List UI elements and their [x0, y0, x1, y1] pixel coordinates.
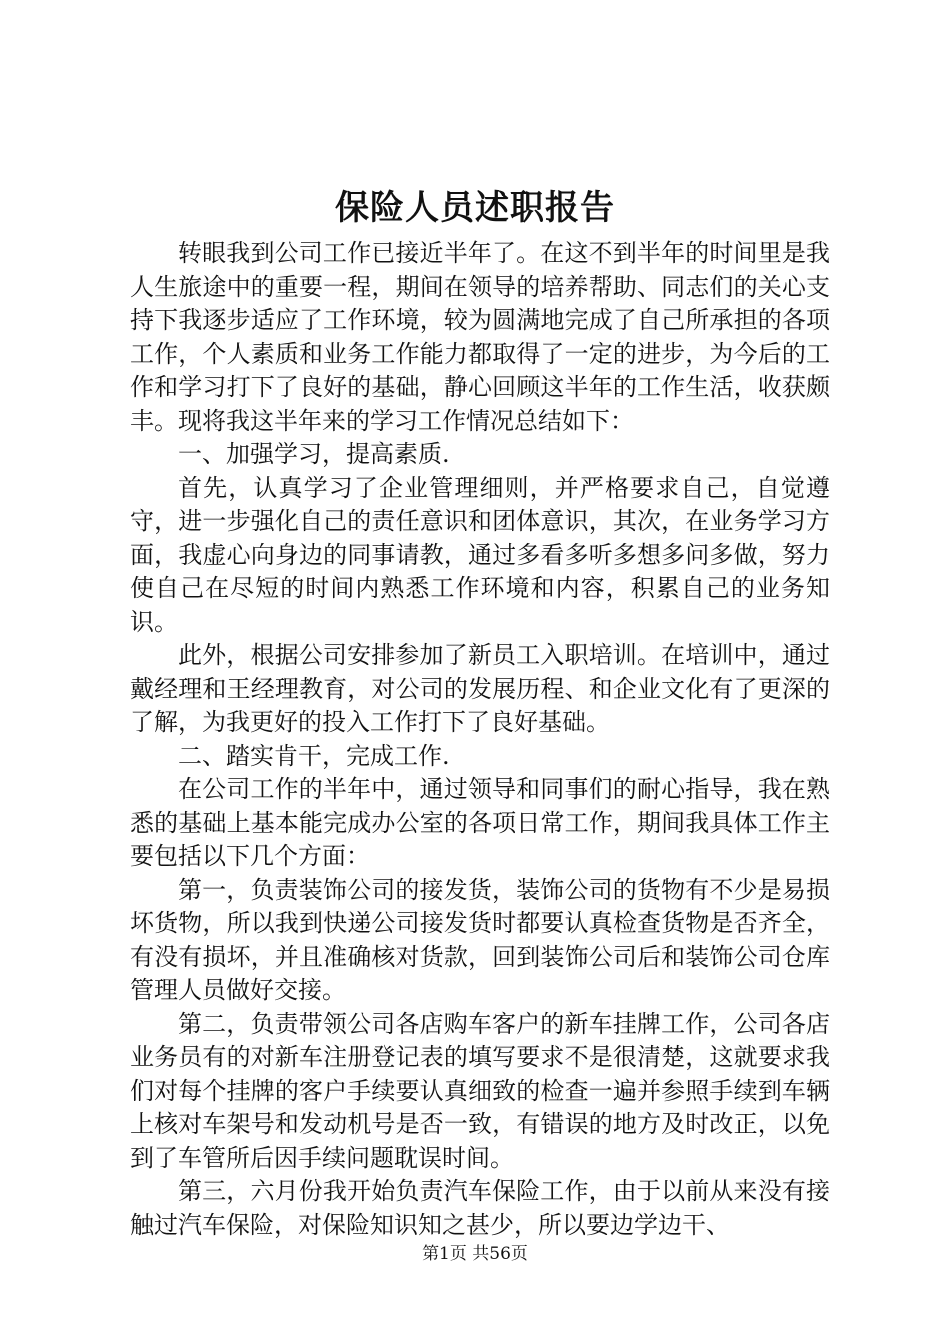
section-heading: 一、加强学习，提高素质. — [178, 440, 450, 468]
paragraph: 转眼我到公司工作已接近半年了。在这不到半年的时间里是我人生旅途中的重要一程，期间在领导的培养帮助、同志们的关心支持下我逐步适应了工作环境，较为圆满地完成了自己所承担的各项工作，个人素质和业务工作能力都取得了一定的进步，为今后的工作和学习打下了良好的基础，静心回顾这半年的工作生活，收获颇丰。现将我这半年来的学习工作情况总结如下： — [130, 239, 830, 435]
paragraph: 在公司工作的半年中，通过领导和同事们的耐心指导，我在熟悉的基础上基本能完成办公室的各项日常工作，期间我具体工作主要包括以下几个方面： — [130, 775, 830, 870]
document-title: 保险人员述职报告 — [335, 188, 615, 228]
paragraph: 第一，负责装饰公司的接发货，装饰公司的货物有不少是易损坏货物，所以我到快递公司接发货时都要认真检查货物是否齐全，有没有损坏，并且准确核对货款，回到装饰公司后和装饰公司仓库管理人员做好交接。 — [130, 875, 830, 1004]
paragraph: 此外，根据公司安排参加了新员工入职培训。在培训中，通过戴经理和王经理教育，对公司的发展历程、和企业文化有了更深的了解，为我更好的投入工作打下了良好基础。 — [130, 641, 830, 736]
paragraph: 首先，认真学习了企业管理细则，并严格要求自己，自觉遵守，进一步强化自己的责任意识和团体意识，其次，在业务学习方面，我虚心向身边的同事请教，通过多看多听多想多问多做，努力使自己在尽短的时间内熟悉工作环境和内容，积累自己的业务知识。 — [130, 473, 830, 636]
paragraph: 第三，六月份我开始负责汽车保险工作，由于以前从来没有接触过汽车保险，对保险知识知之甚少，所以要边学边干、 — [130, 1177, 830, 1239]
page-footer: 第1页 共56页 — [422, 1244, 528, 1264]
paragraph: 第二，负责带领公司各店购车客户的新车挂牌工作，公司各店业务员有的对新车注册登记表的填写要求不是很清楚，这就要求我们对每个挂牌的客户手续要认真细致的检查一遍并参照手续到车辆上核对车架号和发动机号是否一致，有错误的地方及时改正，以免到了车管所后因手续问题耽误时间。 — [130, 1009, 830, 1172]
document-body — [130, 237, 830, 1242]
section-heading: 二、踏实肯干，完成工作. — [178, 741, 450, 770]
